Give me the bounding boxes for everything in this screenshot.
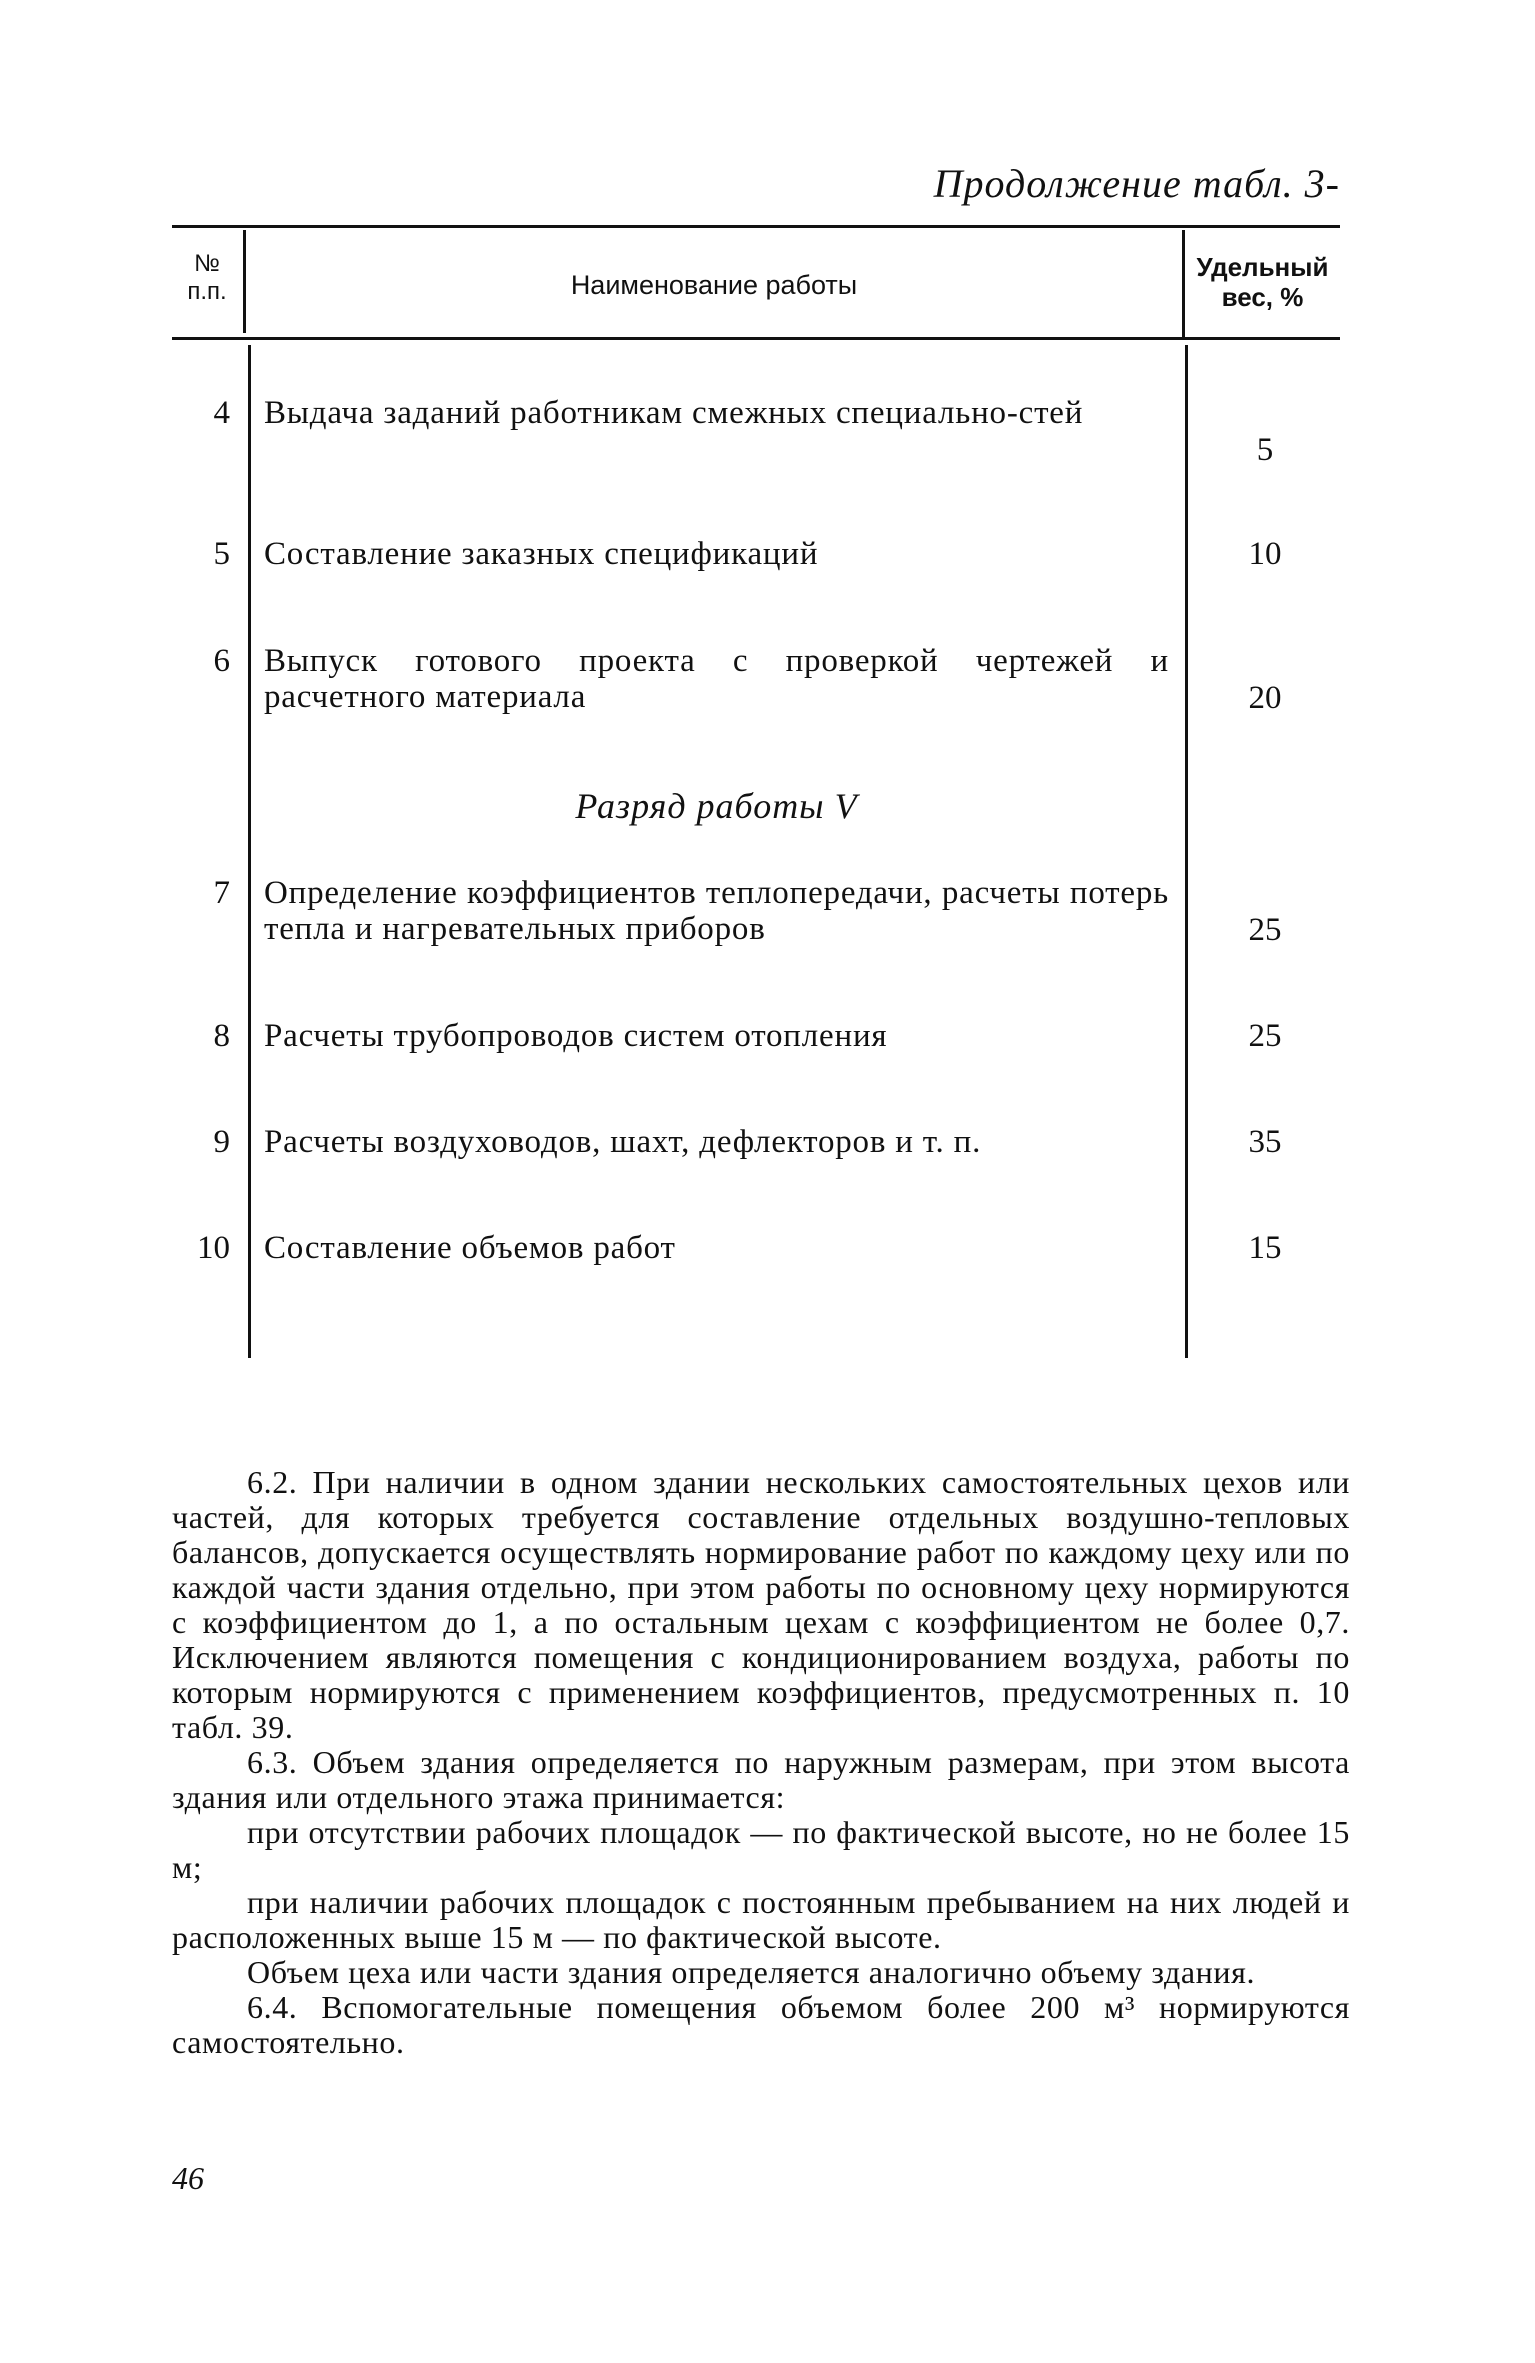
row-work-name: Расчеты трубопроводов систем отопления bbox=[264, 1018, 888, 1054]
paragraph: 6.4. Вспомогательные помещения объемом более 200 м³ нормируются самостоятельно. bbox=[172, 1989, 1350, 2060]
column-header-number-text: № п.п. bbox=[187, 250, 227, 305]
column-header-name: Наименование работы bbox=[570, 270, 858, 300]
paragraph: при наличии рабочих площадок с постоянным пребыванием на них людей и расположенных выше 15 м — по фактической высоте. bbox=[172, 1884, 1350, 1955]
table-top-rule bbox=[172, 225, 1340, 228]
column-header-weight-text: Удельный вес, % bbox=[1196, 252, 1329, 312]
row-work-name: Определение коэффициентов теплопередачи, расчеты потерь тепла и нагревательных приборов bbox=[264, 875, 1169, 947]
row-work-name: Составление заказных спецификаций bbox=[264, 536, 819, 572]
row-number: 9 bbox=[213, 1124, 230, 1160]
column-header-weight bbox=[1185, 252, 1340, 312]
paragraph: 6.3. Объем здания определяется по наружным размерам, при этом высота здания или отдельного этажа принимается: bbox=[172, 1744, 1350, 1815]
row-weight: 35 bbox=[1248, 1124, 1282, 1160]
body-divider-left bbox=[248, 345, 251, 1358]
paragraph: Объем цеха или части здания определяется аналогично объему здания. bbox=[247, 1954, 1256, 1990]
page-number: 46 bbox=[172, 2160, 204, 2196]
paragraph: при отсутствии рабочих площадок — по фактической высоте, но не более 15 м; bbox=[172, 1814, 1350, 1885]
row-number: 6 bbox=[213, 643, 230, 679]
row-work-name: Расчеты воздуховодов, шахт, дефлекторов и т. п. bbox=[264, 1124, 982, 1160]
row-work-name: Выдача заданий работникам смежных специально-стей bbox=[264, 395, 1084, 431]
row-weight: 20 bbox=[1248, 680, 1282, 716]
row-weight: 25 bbox=[1248, 912, 1282, 948]
row-number: 10 bbox=[197, 1230, 230, 1266]
row-number: 4 bbox=[213, 395, 230, 431]
column-header-number bbox=[172, 250, 242, 306]
row-weight: 25 bbox=[1248, 1018, 1282, 1054]
table-header-rule bbox=[172, 337, 1340, 340]
body-divider-right bbox=[1185, 345, 1188, 1358]
row-number: 5 bbox=[213, 536, 230, 572]
row-weight: 10 bbox=[1248, 536, 1282, 572]
row-number: 8 bbox=[213, 1018, 230, 1054]
table-continuation-caption: Продолжение табл. 3- bbox=[933, 161, 1340, 206]
row-work-name: Составление объемов работ bbox=[264, 1230, 676, 1266]
row-weight: 5 bbox=[1256, 432, 1274, 468]
section-title: Разряд работы V bbox=[575, 786, 858, 826]
row-number: 7 bbox=[213, 875, 230, 911]
row-weight: 15 bbox=[1248, 1230, 1282, 1266]
body-text bbox=[172, 1465, 1350, 2060]
paragraph: 6.2. При наличии в одном здании нескольких самостоятельных цехов или частей, для которых требуется составление отдельных воздушно-тепловых балансов, допускается осуществлять нормирование работ по каждому цеху или по каждой части здания отдельно, при этом работы по основному цеху нормируются с коэффициентом до 1, а по остальным цехам с коэффициентом не более 0,7. Исключением являются помещения с кондиционированием воздуха, работы по которым нормируются с применением коэффициентов, предусмотренных п. 10 табл. 39. bbox=[172, 1464, 1350, 1745]
row-work-name: Выпуск готового проекта с проверкой чертежей и расчетного материала bbox=[264, 643, 1169, 715]
